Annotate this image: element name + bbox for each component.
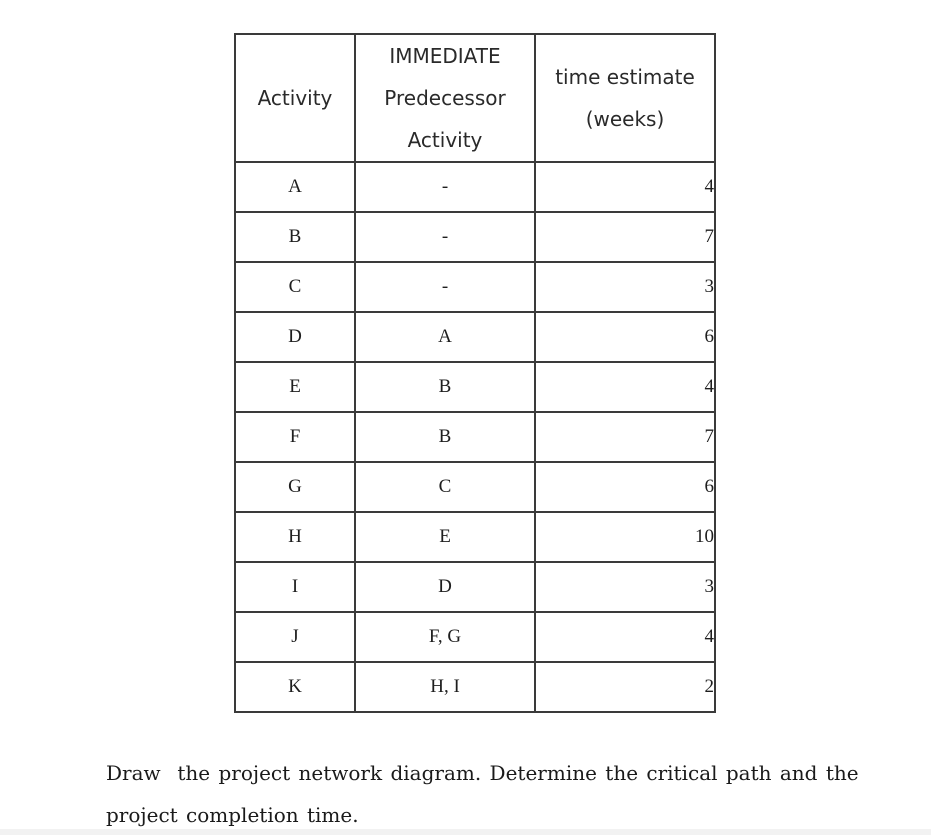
cell-predecessor: A (355, 312, 535, 362)
cell-predecessor: E (355, 512, 535, 562)
header-predecessor (355, 34, 535, 162)
cell-predecessor: B (355, 412, 535, 462)
table-row (235, 462, 715, 512)
header-activity (235, 34, 355, 162)
cell-predecessor: - (355, 262, 535, 312)
cell-time: 3 (535, 562, 715, 612)
cell-time: 4 (535, 612, 715, 662)
cell-activity: A (235, 162, 355, 212)
activity-table-container (234, 33, 716, 713)
cell-time: 7 (535, 212, 715, 262)
question-line-1: Draw the project network diagram. Determine the critical path and the (106, 761, 859, 785)
header-predecessor-line3: Activity (407, 128, 483, 152)
cell-activity: C (235, 262, 355, 312)
cell-activity: K (235, 662, 355, 712)
cell-activity: H (235, 512, 355, 562)
table-row (235, 312, 715, 362)
cell-predecessor: F, G (355, 612, 535, 662)
cell-activity: J (235, 612, 355, 662)
cell-time: 4 (535, 162, 715, 212)
header-predecessor-line1: IMMEDIATE (389, 44, 501, 68)
cell-predecessor: B (355, 362, 535, 412)
table-row (235, 262, 715, 312)
table-header-row (235, 34, 715, 162)
cell-time: 3 (535, 262, 715, 312)
cell-time: 7 (535, 412, 715, 462)
cell-predecessor: H, I (355, 662, 535, 712)
header-time-estimate (535, 34, 715, 162)
cell-activity: I (235, 562, 355, 612)
cell-time: 6 (535, 462, 715, 512)
cell-activity: E (235, 362, 355, 412)
header-time-line1: time estimate (555, 65, 695, 89)
cell-time: 6 (535, 312, 715, 362)
header-predecessor-line2: Predecessor (384, 86, 506, 110)
header-activity-label: Activity (257, 86, 333, 110)
question-line-2: project completion time. (106, 803, 359, 827)
cell-activity: D (235, 312, 355, 362)
table-row (235, 412, 715, 462)
table-row (235, 212, 715, 262)
cell-time: 10 (535, 512, 715, 562)
table-row (235, 512, 715, 562)
table-row (235, 562, 715, 612)
cell-activity: G (235, 462, 355, 512)
cell-predecessor: C (355, 462, 535, 512)
cell-time: 4 (535, 362, 715, 412)
table-row (235, 662, 715, 712)
header-time-line2: (weeks) (585, 107, 665, 131)
cell-activity: F (235, 412, 355, 462)
cell-activity: B (235, 212, 355, 262)
cell-predecessor: D (355, 562, 535, 612)
page-bottom-divider (0, 829, 931, 835)
table-row (235, 612, 715, 662)
table-row (235, 362, 715, 412)
cell-predecessor: - (355, 212, 535, 262)
cell-time: 2 (535, 662, 715, 712)
cell-predecessor: - (355, 162, 535, 212)
activity-table (234, 33, 716, 713)
question-text (106, 752, 866, 836)
table-row (235, 162, 715, 212)
